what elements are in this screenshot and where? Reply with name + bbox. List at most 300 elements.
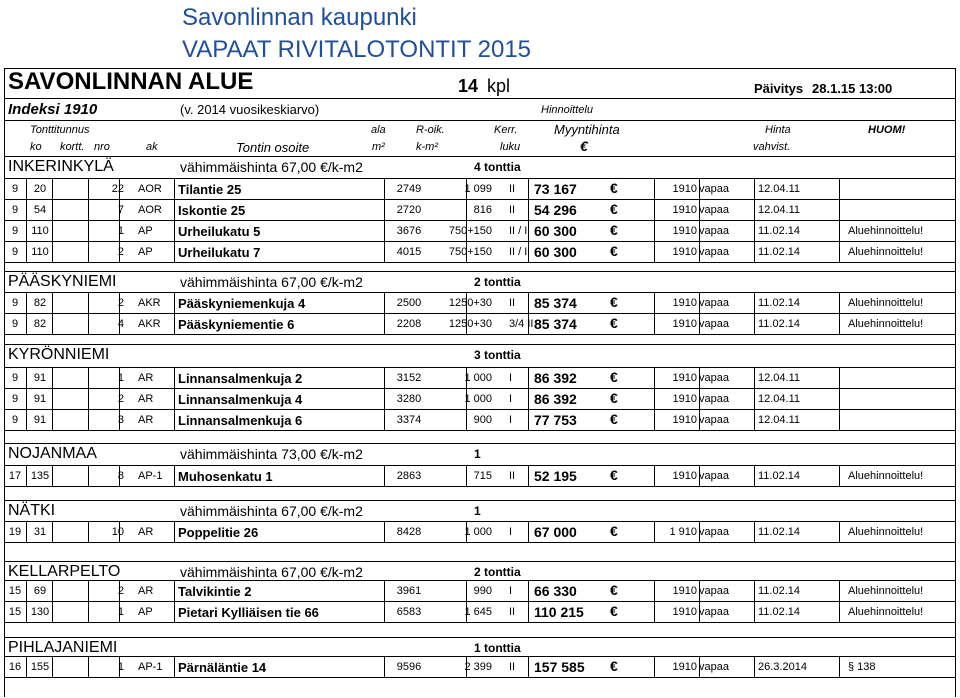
cell-ak: AP — [138, 225, 153, 237]
cell-roik: 1250+30 — [448, 297, 492, 309]
column-separator — [754, 221, 755, 242]
cell-kerr: I — [509, 393, 513, 405]
euro-icon: € — [610, 180, 618, 196]
cell-osoite: Muhosenkatu 1 — [178, 469, 273, 484]
column-separator — [754, 410, 755, 431]
section-bottom-border — [4, 486, 956, 487]
section-name: PÄÄSKYNIEMI — [8, 273, 117, 290]
cell-status: vapaa — [699, 585, 729, 597]
euro-icon: € — [610, 294, 618, 310]
cell-ala: 2863 — [396, 470, 422, 482]
section-top-border — [4, 500, 956, 501]
table-row — [4, 199, 956, 221]
col-ala: ala — [371, 124, 386, 136]
col-osoite: Tontin osoite — [236, 140, 310, 155]
cell-osoite: Linnansalmenkuja 2 — [178, 371, 303, 386]
cell-kerr: I — [509, 526, 513, 538]
column-separator — [52, 410, 53, 431]
table-row — [4, 465, 956, 487]
cell-note: Aluehinnoittelu! — [848, 585, 924, 597]
column-separator — [174, 581, 175, 602]
col-huom: HUOM! — [868, 124, 906, 136]
table-row — [4, 178, 956, 200]
cell-date: 11.02.14 — [758, 246, 801, 258]
cell-roik: 990 — [473, 585, 492, 597]
cell-note: Aluehinnoittelu! — [848, 606, 924, 618]
cell-ak: AOR — [138, 183, 162, 195]
column-separator — [754, 293, 755, 314]
cell-index: 1910 — [672, 246, 697, 258]
cell-roik: 2 399 — [464, 661, 492, 673]
section-count: 2 tonttia — [474, 565, 521, 579]
column-separator — [839, 368, 840, 389]
cell-roik: 750+150 — [448, 225, 492, 237]
cell-osoite: Pääskyniementie 6 — [178, 317, 295, 332]
cell-price: 86 392 — [534, 370, 577, 386]
column-separator — [174, 200, 175, 221]
column-separator — [26, 581, 27, 602]
column-separator — [839, 410, 840, 431]
cell-ak: AP — [138, 246, 153, 258]
cell-price: 110 215 — [534, 604, 584, 620]
cell-kerr: I — [509, 372, 513, 384]
section-bottom-border — [4, 542, 956, 543]
cell-nro: 7 — [117, 204, 124, 216]
section-minprice: vähimmäishinta 73,00 €/k-m2 — [180, 446, 363, 462]
cell-kerr: 3/4 II — [509, 318, 534, 330]
column-separator — [52, 200, 53, 221]
cell-osoite: Urheilukatu 5 — [178, 224, 261, 239]
cell-nro: 2 — [117, 585, 124, 597]
header-line-1 — [4, 98, 956, 99]
pricing-label: Hinnoittelu — [541, 104, 593, 116]
cell-ala: 3152 — [396, 372, 422, 384]
column-separator — [52, 602, 53, 623]
cell-ak: AP — [138, 606, 153, 618]
cell-ak: AP-1 — [138, 470, 163, 482]
cell-date: 12.04.11 — [758, 414, 801, 426]
cell-status: vapaa — [699, 414, 729, 426]
column-separator — [26, 368, 27, 389]
cell-index: 1910 — [672, 318, 697, 330]
cell-nro: 2 — [117, 393, 124, 405]
cell-note: Aluehinnoittelu! — [848, 225, 924, 237]
cell-ak: AKR — [138, 318, 161, 330]
cell-roik: 1 000 — [464, 393, 492, 405]
cell-ala: 2749 — [396, 183, 422, 195]
cell-index: 1910 — [672, 297, 697, 309]
cell-kerr: I — [509, 585, 513, 597]
col-nro: nro — [94, 141, 110, 153]
cell-nro: 2 — [117, 246, 124, 258]
column-separator — [754, 314, 755, 335]
column-separator — [52, 368, 53, 389]
cell-roik: 900 — [473, 414, 492, 426]
column-separator — [528, 602, 529, 623]
cell-nro: 10 — [111, 526, 124, 538]
column-separator — [174, 657, 175, 678]
cell-ak: AKR — [138, 297, 161, 309]
cell-ala: 2720 — [396, 204, 422, 216]
cell-status: vapaa — [699, 297, 729, 309]
cell-index: 1910 — [672, 393, 697, 405]
column-separator — [754, 368, 755, 389]
column-separator — [839, 602, 840, 623]
col-kortt: kortt. — [60, 141, 85, 153]
section-minprice: vähimmäishinta 67,00 €/k-m2 — [180, 503, 363, 519]
cell-price: 52 195 — [534, 468, 577, 484]
cell-date: 12.04.11 — [758, 372, 801, 384]
col-vahvist: vahvist. — [753, 141, 791, 153]
column-separator — [839, 242, 840, 263]
cell-kortt: 155 — [30, 661, 50, 673]
cell-kortt: 20 — [33, 183, 47, 195]
cell-roik: 1 000 — [464, 526, 492, 538]
section-count: 1 — [474, 504, 481, 518]
column-separator — [839, 314, 840, 335]
cell-ala: 9596 — [396, 661, 422, 673]
section-bottom-border — [4, 622, 956, 623]
section-name: KELLARPELTO — [8, 563, 121, 580]
cell-date: 11.02.14 — [758, 297, 801, 309]
cell-status: vapaa — [699, 372, 729, 384]
cell-roik: 1250+30 — [448, 318, 492, 330]
cell-roik: 750+150 — [448, 246, 492, 258]
table-row — [4, 409, 956, 431]
column-separator — [754, 581, 755, 602]
section-minprice: vähimmäishinta 67,00 €/k-m2 — [180, 274, 363, 290]
cell-roik: 1 645 — [464, 606, 492, 618]
euro-icon: € — [610, 369, 618, 385]
col-roik: R-oik. — [416, 124, 445, 136]
section-bottom-border — [4, 430, 956, 431]
cell-price: 77 753 — [534, 412, 577, 428]
section-count: 1 — [474, 447, 481, 461]
cell-date: 12.04.11 — [758, 393, 801, 405]
table-row — [4, 220, 956, 242]
cell-ko: 19 — [8, 526, 22, 538]
cell-index: 1910 — [672, 372, 697, 384]
euro-icon: € — [610, 201, 618, 217]
column-separator — [754, 389, 755, 410]
cell-ala: 6583 — [396, 606, 422, 618]
cell-status: vapaa — [699, 318, 729, 330]
column-separator — [26, 314, 27, 335]
col-kerr-unit: luku — [500, 141, 521, 153]
column-separator — [52, 314, 53, 335]
column-separator — [52, 522, 53, 543]
cell-price: 67 000 — [534, 524, 577, 540]
euro-icon: € — [610, 243, 618, 259]
col-ak: ak — [146, 141, 158, 153]
column-separator — [528, 221, 529, 242]
col-kerr: Kerr. — [494, 124, 518, 136]
table-row — [4, 580, 956, 602]
column-separator — [52, 293, 53, 314]
euro-icon: € — [610, 658, 618, 674]
section-top-border — [4, 271, 956, 272]
cell-price: 85 374 — [534, 295, 577, 311]
cell-osoite: Poppelitie 26 — [178, 525, 259, 540]
cell-kerr: II — [509, 606, 516, 618]
cell-ala: 2500 — [396, 297, 422, 309]
column-separator — [839, 466, 840, 487]
cell-ala: 3676 — [396, 225, 422, 237]
column-separator — [174, 410, 175, 431]
cell-nro: 1 — [117, 661, 124, 673]
cell-kerr: II — [509, 661, 516, 673]
col-myynti: Myyntihinta — [554, 122, 620, 137]
cell-ko: 15 — [8, 606, 22, 618]
cell-roik: 1 000 — [464, 372, 492, 384]
cell-price: 60 300 — [534, 223, 577, 239]
cell-note: Aluehinnoittelu! — [848, 318, 924, 330]
cell-nro: 1 — [117, 225, 124, 237]
cell-price: 73 167 — [534, 181, 577, 197]
column-separator — [754, 602, 755, 623]
euro-icon: € — [610, 411, 618, 427]
column-separator — [528, 657, 529, 678]
section-name: NÄTKI — [8, 502, 56, 519]
cell-date: 12.04.11 — [758, 183, 801, 195]
column-separator — [52, 657, 53, 678]
cell-price: 86 392 — [534, 391, 577, 407]
cell-roik: 715 — [473, 470, 492, 482]
cell-index: 1910 — [672, 183, 697, 195]
cell-price: 85 374 — [534, 316, 577, 332]
column-separator — [174, 466, 175, 487]
column-separator — [528, 410, 529, 431]
column-separator — [839, 179, 840, 200]
col-hinta: Hinta — [765, 124, 791, 136]
cell-kerr: II — [509, 204, 516, 216]
cell-ko: 9 — [11, 183, 19, 195]
area-name: SAVONLINNAN ALUE — [8, 68, 254, 95]
section-name: KYRÖNNIEMI — [8, 346, 110, 363]
cell-note: Aluehinnoittelu! — [848, 246, 924, 258]
cell-price: 54 296 — [534, 202, 577, 218]
column-separator — [839, 657, 840, 678]
cell-status: vapaa — [699, 183, 729, 195]
cell-kerr: II — [509, 183, 516, 195]
cell-ala: 3374 — [396, 414, 422, 426]
cell-status: vapaa — [699, 526, 729, 538]
column-separator — [754, 200, 755, 221]
cell-nro: 8 — [117, 470, 124, 482]
column-separator — [174, 242, 175, 263]
column-separator — [174, 522, 175, 543]
cell-osoite: Pärnäläntie 14 — [178, 660, 267, 675]
cell-kortt: 82 — [33, 297, 47, 309]
section-minprice: vähimmäishinta 67,00 €/k-m2 — [180, 564, 363, 580]
cell-ala: 4015 — [396, 246, 422, 258]
title-line1: Savonlinnan kaupunki — [182, 4, 417, 31]
cell-kortt: 82 — [33, 318, 47, 330]
cell-index: 1910 — [672, 414, 697, 426]
cell-osoite: Iskontie 25 — [178, 203, 246, 218]
cell-osoite: Linnansalmenkuja 4 — [178, 392, 303, 407]
table-row — [4, 367, 956, 389]
cell-note: § 138 — [848, 661, 876, 673]
cell-osoite: Tilantie 25 — [178, 182, 242, 197]
section-top-border — [4, 156, 956, 157]
col-ala-unit: m² — [372, 141, 385, 153]
table-row — [4, 388, 956, 410]
column-separator — [52, 466, 53, 487]
section-bottom-border — [4, 677, 956, 678]
column-separator — [174, 368, 175, 389]
section-name: INKERINKYLÄ — [8, 158, 114, 175]
cell-kerr: II / I — [509, 225, 528, 237]
column-separator — [26, 242, 27, 263]
cell-nro: 22 — [111, 183, 124, 195]
cell-date: 11.02.14 — [758, 526, 801, 538]
column-separator — [528, 179, 529, 200]
cell-nro: 1 — [117, 372, 124, 384]
column-separator — [26, 200, 27, 221]
column-separator — [26, 410, 27, 431]
cell-price: 60 300 — [534, 244, 577, 260]
cell-ala: 8428 — [396, 526, 422, 538]
cell-ko: 9 — [11, 246, 19, 258]
euro-icon: € — [610, 390, 618, 406]
cell-kortt: 110 — [31, 246, 49, 258]
table-row — [4, 656, 956, 678]
column-separator — [754, 522, 755, 543]
cell-ak: AP-1 — [138, 661, 163, 673]
cell-ak: AR — [138, 414, 154, 426]
table-row — [4, 292, 956, 314]
cell-nro: 2 — [117, 297, 124, 309]
section-name: NOJANMAA — [8, 445, 97, 462]
column-separator — [26, 293, 27, 314]
column-separator — [528, 242, 529, 263]
index-note: (v. 2014 vuosikeskiarvo) — [180, 102, 320, 117]
column-separator — [528, 581, 529, 602]
cell-ak: AOR — [138, 204, 162, 216]
total-count-unit: kpl — [487, 76, 511, 96]
cell-osoite: Urheilukatu 7 — [178, 245, 261, 260]
cell-kortt: 31 — [33, 526, 47, 538]
section-top-border — [4, 637, 956, 638]
column-separator — [839, 293, 840, 314]
column-separator — [26, 466, 27, 487]
cell-status: vapaa — [699, 661, 729, 673]
cell-ala: 3961 — [396, 585, 422, 597]
column-separator — [52, 581, 53, 602]
cell-date: 11.02.14 — [758, 225, 801, 237]
column-separator — [528, 200, 529, 221]
cell-kortt: 91 — [33, 372, 47, 384]
cell-kerr: II — [509, 470, 516, 482]
column-separator — [26, 389, 27, 410]
column-separator — [174, 602, 175, 623]
cell-ko: 9 — [11, 297, 19, 309]
cell-date: 26.3.2014 — [758, 661, 807, 673]
table-row — [4, 601, 956, 623]
cell-index: 1910 — [672, 204, 697, 216]
section-count: 4 tonttia — [474, 160, 521, 174]
table-row — [4, 241, 956, 263]
cell-ak: AR — [138, 372, 154, 384]
cell-price: 66 330 — [534, 583, 577, 599]
cell-note: Aluehinnoittelu! — [848, 470, 924, 482]
cell-kerr: I — [509, 414, 513, 426]
cell-osoite: Pääskyniemenkuja 4 — [178, 296, 306, 311]
cell-ko: 9 — [11, 372, 19, 384]
col-tunnus: Tonttitunnus — [30, 124, 90, 136]
header-line-2 — [4, 120, 956, 121]
cell-index: 1910 — [672, 606, 697, 618]
cell-ak: AR — [138, 393, 154, 405]
euro-icon: € — [610, 315, 618, 331]
cell-ko: 9 — [11, 414, 19, 426]
cell-nro: 4 — [117, 318, 124, 330]
column-separator — [52, 179, 53, 200]
cell-ala: 3280 — [396, 393, 422, 405]
column-separator — [174, 221, 175, 242]
column-separator — [174, 389, 175, 410]
cell-ko: 9 — [11, 204, 19, 216]
section-count: 1 tonttia — [474, 641, 521, 655]
cell-status: vapaa — [699, 470, 729, 482]
column-separator — [52, 221, 53, 242]
section-count: 3 tonttia — [474, 348, 521, 362]
title-line2: VAPAAT RIVITALOTONTIT 2015 — [182, 36, 532, 63]
cell-index: 1910 — [672, 661, 697, 673]
column-separator — [52, 389, 53, 410]
column-separator — [528, 293, 529, 314]
updated-label: Päivitys — [754, 81, 804, 96]
cell-kortt: 135 — [30, 470, 50, 482]
section-top-border — [4, 344, 956, 345]
section-bottom-border — [4, 334, 956, 335]
cell-price: 157 585 — [534, 659, 585, 675]
section-top-border — [4, 561, 956, 562]
table-row — [4, 313, 956, 335]
cell-date: 11.02.14 — [758, 606, 801, 618]
column-separator — [528, 389, 529, 410]
column-separator — [528, 368, 529, 389]
column-separator — [26, 221, 27, 242]
cell-date: 11.02.14 — [758, 318, 801, 330]
cell-status: vapaa — [699, 204, 729, 216]
section-top-border — [4, 443, 956, 444]
column-separator — [528, 466, 529, 487]
cell-ko: 17 — [8, 470, 22, 482]
euro-icon: € — [610, 222, 618, 238]
cell-ko: 9 — [11, 393, 19, 405]
column-separator — [528, 522, 529, 543]
column-separator — [174, 314, 175, 335]
column-separator — [839, 389, 840, 410]
column-separator — [52, 242, 53, 263]
index-label: Indeksi 1910 — [8, 101, 98, 118]
cell-nro: 1 — [117, 606, 124, 618]
updated-value: 28.1.15 13:00 — [812, 81, 893, 96]
col-myynti-unit: € — [580, 138, 588, 154]
column-separator — [754, 242, 755, 263]
cell-roik: 1 099 — [464, 183, 492, 195]
cell-kortt: 91 — [33, 414, 47, 426]
cell-kortt: 54 — [33, 204, 47, 216]
column-separator — [26, 657, 27, 678]
column-separator — [754, 657, 755, 678]
cell-note: Aluehinnoittelu! — [848, 297, 924, 309]
cell-roik: 816 — [473, 204, 492, 216]
euro-icon: € — [610, 523, 618, 539]
column-separator — [174, 293, 175, 314]
